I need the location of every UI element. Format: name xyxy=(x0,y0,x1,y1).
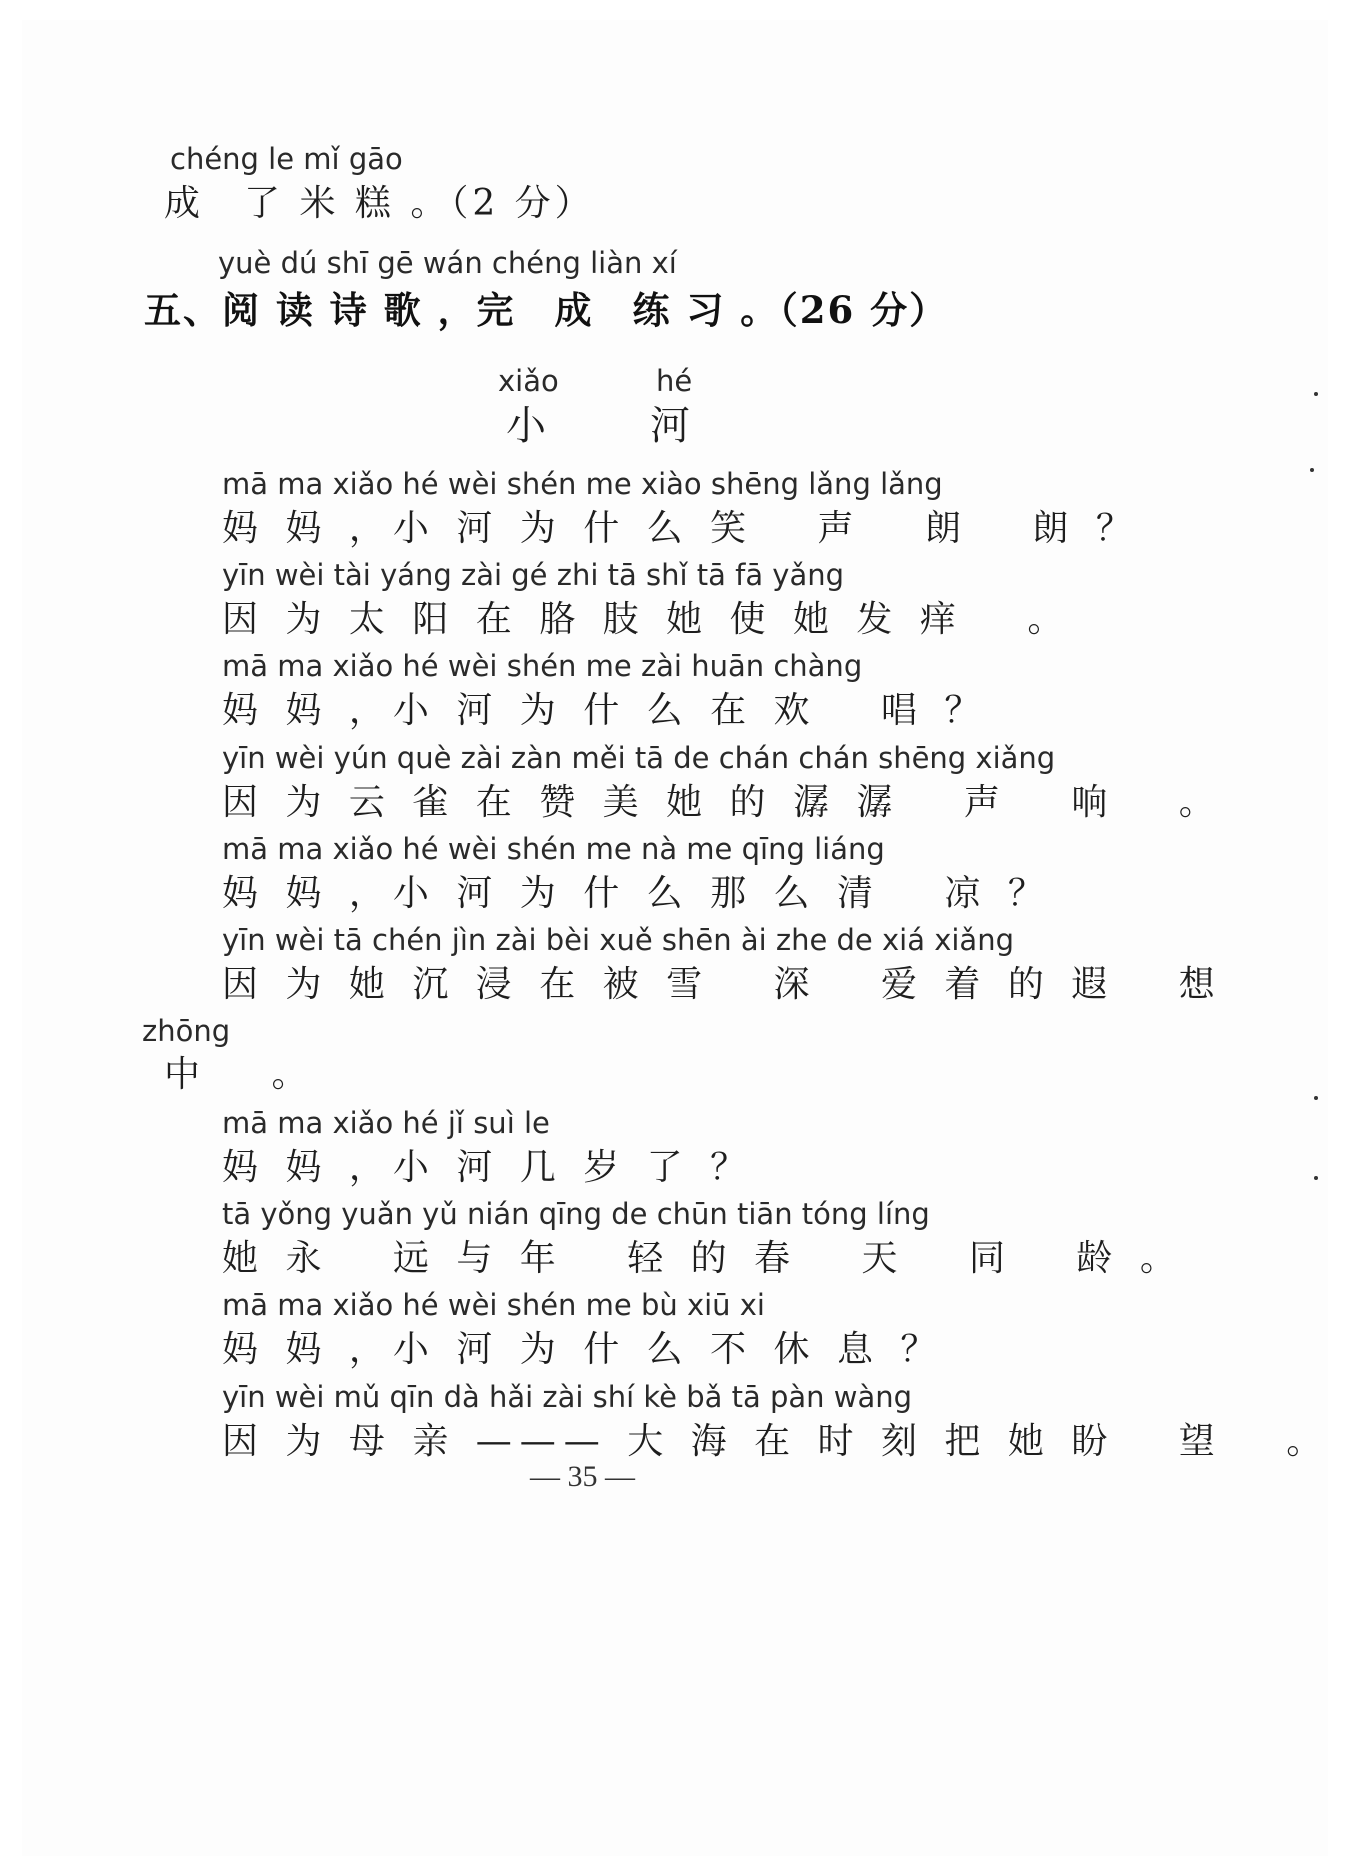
poem-line-1-hanzi: 妈 妈 ，小 河 为 什 么 笑 声 朗 朗 ？ xyxy=(222,508,1140,549)
poem-line-9-pinyin: tā yǒng yuǎn yǔ nián qīng de chūn tiān tóng líng xyxy=(222,1197,930,1231)
poem-line-6-pinyin: yīn wèi tā chén jìn zài bèi xuě shēn ài zhe de xiá xiǎng xyxy=(222,923,1014,957)
section5-heading: 五、阅 读 诗 歌 ，完 成 练 习 。（26 分） xyxy=(144,288,949,332)
margin-speck xyxy=(1314,1096,1318,1100)
poem-line-4-hanzi: 因 为 云 雀 在 赞 美 她 的 潺 潺 声 响 。 xyxy=(222,782,1223,823)
poem-line-11-hanzi: 因 为 母 亲 ——— 大 海 在 时 刻 把 她 盼 望 。 xyxy=(222,1421,1331,1462)
poem-line-1-pinyin: mā ma xiǎo hé wèi shén me xiào shēng lǎng lǎng xyxy=(222,467,943,501)
margin-speck xyxy=(1314,1176,1318,1180)
poem-line-4-pinyin: yīn wèi yún què zài zàn měi tā de chán chán shēng xiǎng xyxy=(222,741,1056,775)
poem-line-7-pinyin: zhōng xyxy=(142,1014,231,1048)
prev-pinyin: chéng le mǐ gāo xyxy=(170,142,403,176)
poem-line-8-pinyin: mā ma xiǎo hé jǐ suì le xyxy=(222,1106,550,1140)
prev-hanzi: 成 了 米 糕 。（2 分） xyxy=(164,183,595,224)
poem-line-7-hanzi: 中 。 xyxy=(164,1054,316,1095)
margin-speck xyxy=(1310,468,1314,472)
poem-title-pinyin-1: xiǎo xyxy=(498,364,559,398)
poem-line-5-hanzi: 妈 妈 ，小 河 为 什 么 那 么 清 凉 ？ xyxy=(222,873,1052,914)
poem-line-10-pinyin: mā ma xiǎo hé wèi shén me bù xiū xi xyxy=(222,1288,765,1322)
poem-title-char-1: 小 xyxy=(506,403,546,449)
poem-line-2-pinyin: yīn wèi tài yáng zài gé zhi tā shǐ tā fā yǎng xyxy=(222,558,845,592)
poem-line-6-hanzi: 因 为 她 沉 浸 在 被 雪 深 爱 着 的 遐 想 xyxy=(222,964,1223,1005)
section5-pinyin: yuè dú shī gē wán chéng liàn xí xyxy=(218,246,677,280)
poem-line-9-hanzi: 她 永 远 与 年 轻 的 春 天 同 龄 。 xyxy=(222,1238,1184,1279)
page-number: — 35 — xyxy=(530,1460,635,1493)
margin-speck xyxy=(1314,392,1318,396)
poem-line-3-hanzi: 妈 妈 ，小 河 为 什 么 在 欢 唱 ？ xyxy=(222,690,989,731)
poem-line-3-pinyin: mā ma xiǎo hé wèi shén me zài huān chàng xyxy=(222,649,863,683)
poem-line-8-hanzi: 妈 妈 ，小 河 几 岁 了 ？ xyxy=(222,1147,755,1188)
worksheet-page xyxy=(22,20,1331,1856)
poem-line-10-hanzi: 妈 妈 ，小 河 为 什 么 不 休 息 ？ xyxy=(222,1329,945,1370)
poem-line-5-pinyin: mā ma xiǎo hé wèi shén me nà me qīng liáng xyxy=(222,832,885,866)
poem-title-pinyin-2: hé xyxy=(656,364,693,398)
poem-line-11-pinyin: yīn wèi mǔ qīn dà hǎi zài shí kè bǎ tā pàn wàng xyxy=(222,1380,913,1414)
poem-title-char-2: 河 xyxy=(650,403,690,449)
poem-line-2-hanzi: 因 为 太 阳 在 胳 肢 她 使 她 发 痒 。 xyxy=(222,599,1072,640)
